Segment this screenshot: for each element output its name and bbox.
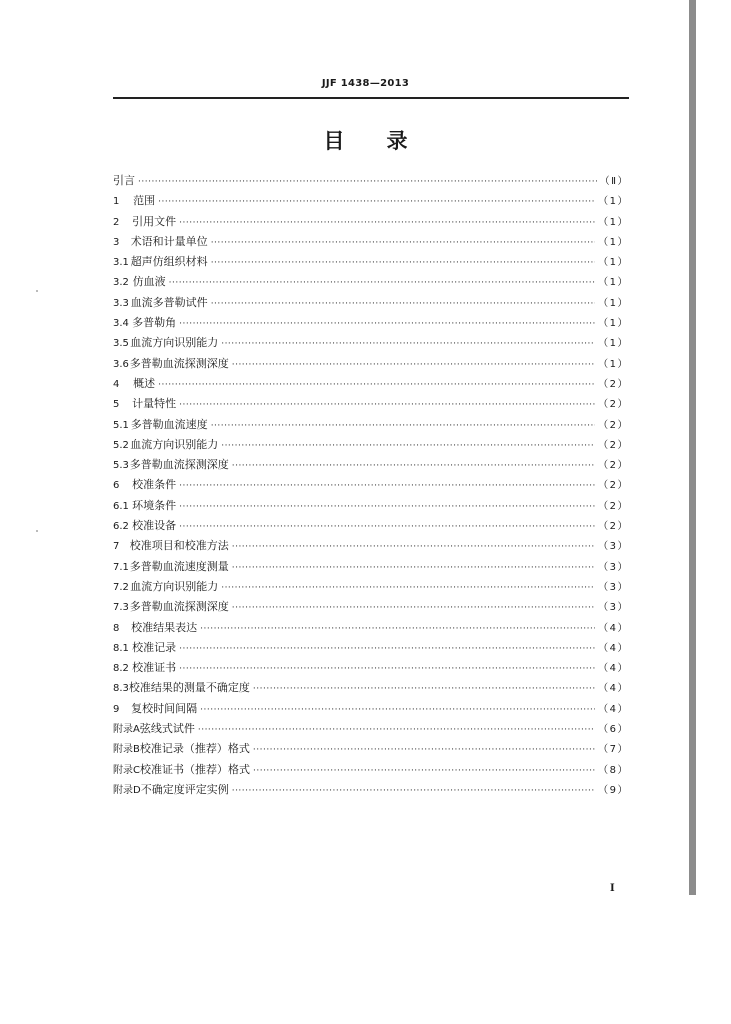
toc-entry[interactable] — [113, 638, 629, 658]
toc-entry-label: 校准结果的测量不确定度 — [128, 681, 250, 695]
toc-entry-number: 3.2 — [113, 277, 129, 289]
toc-entry-label: 多普勒血流速度 — [130, 417, 208, 431]
toc-entry-page: （4） — [598, 703, 629, 715]
toc-entry-label: 范围 — [133, 194, 156, 208]
page-title — [0, 125, 731, 155]
toc-leader-dots — [200, 619, 595, 639]
toc-leader-dots — [138, 172, 597, 192]
toc-entry-page: （6） — [598, 724, 629, 736]
toc-entry-page: （2） — [598, 399, 629, 411]
toc-entry-label: 多普勒角 — [132, 316, 177, 330]
toc-entry-label: 校准证书 — [132, 661, 177, 675]
toc-entry[interactable] — [113, 516, 629, 536]
toc-entry[interactable] — [113, 496, 629, 516]
toc-entry-number: 7.2 — [113, 581, 129, 593]
toc-leader-dots — [179, 314, 595, 334]
toc-entry-number: 7.3 — [113, 602, 129, 614]
toc-entry-number: 8.1 — [113, 642, 129, 654]
toc-entry-label: 校准项目和校准方法 — [129, 539, 229, 553]
toc-entry-label: 不确定度评定实例 — [140, 782, 229, 796]
toc-entry-number: 6.2 — [113, 521, 129, 533]
toc-entry-label: 复校时间间隔 — [131, 701, 198, 715]
toc-entry[interactable] — [113, 719, 629, 739]
toc-entry-page: （1） — [598, 318, 629, 330]
toc-leader-dots — [179, 497, 595, 517]
toc-entry-number: 附录A — [113, 724, 140, 736]
toc-entry-number: 4 — [113, 378, 120, 390]
table-of-contents — [113, 171, 629, 800]
toc-leader-dots — [179, 213, 595, 233]
toc-entry-number: 2 — [113, 216, 120, 228]
title-char-1: 目 — [323, 129, 345, 153]
toc-entry-page: （3） — [598, 561, 629, 573]
toc-entry[interactable] — [113, 760, 629, 780]
toc-entry[interactable] — [113, 212, 629, 232]
toc-entry-page: （1） — [598, 297, 629, 309]
toc-entry-page: （3） — [598, 581, 629, 593]
toc-entry-label: 引言 — [113, 174, 135, 187]
toc-entry-label: 校准结果表达 — [131, 620, 198, 634]
toc-entry-page: （2） — [598, 500, 629, 512]
toc-entry[interactable] — [113, 435, 629, 455]
toc-entry-page: （1） — [598, 196, 629, 208]
toc-entry-label: 校准条件 — [132, 478, 177, 492]
standard-code: JJF 1438—2013 — [321, 78, 410, 89]
toc-entry-page: （1） — [598, 236, 629, 248]
toc-entry-number: 3 — [113, 236, 120, 248]
toc-entry-page: （2） — [598, 521, 629, 533]
toc-entry[interactable] — [113, 415, 629, 435]
toc-leader-dots — [211, 416, 595, 436]
header-rule — [113, 97, 629, 99]
toc-entry-page: （1） — [598, 257, 629, 269]
toc-leader-dots — [232, 456, 595, 476]
toc-entry[interactable] — [113, 455, 629, 475]
toc-entry-number: 5 — [113, 399, 120, 411]
toc-entry-number: 3.5 — [113, 338, 129, 350]
scan-speck — [36, 290, 38, 292]
toc-entry[interactable] — [113, 557, 629, 577]
toc-entry-page: （2） — [598, 439, 629, 451]
toc-entry-number: 附录B — [113, 744, 140, 756]
toc-entry-label: 术语和计量单位 — [130, 234, 208, 248]
toc-entry[interactable] — [113, 272, 629, 292]
toc-entry-number: 3.3 — [113, 297, 129, 309]
toc-entry[interactable] — [113, 577, 629, 597]
toc-entry-number: 8.2 — [113, 663, 129, 675]
toc-leader-dots — [221, 436, 595, 456]
toc-entry-number: 5.3 — [113, 460, 129, 472]
toc-entry-label: 校准证书（推荐）格式 — [139, 762, 250, 776]
toc-entry[interactable] — [113, 293, 629, 313]
toc-entry[interactable] — [113, 333, 629, 353]
toc-entry-number: 7.1 — [113, 561, 129, 573]
toc-leader-dots — [221, 578, 595, 598]
toc-entry[interactable] — [113, 699, 629, 719]
toc-entry-label: 多普勒血流探测深度 — [129, 356, 229, 370]
toc-entry-number: 5.2 — [113, 439, 129, 451]
page-number: I — [610, 883, 615, 894]
toc-entry[interactable] — [113, 313, 629, 333]
toc-entry-number: 9 — [113, 703, 120, 715]
toc-entry[interactable] — [113, 232, 629, 252]
toc-entry-label: 概述 — [133, 376, 156, 390]
toc-leader-dots — [211, 294, 595, 314]
toc-entry-number: 3.1 — [113, 257, 129, 269]
toc-entry-label: 校准记录（推荐）格式 — [139, 742, 250, 756]
toc-entry-page: （4） — [598, 622, 629, 634]
toc-entry-page: （Ⅱ） — [599, 176, 629, 187]
toc-entry-page: （2） — [598, 419, 629, 431]
toc-entry-page: （2） — [598, 460, 629, 472]
toc-leader-dots — [221, 334, 595, 354]
toc-entry-label: 血流多普勒试件 — [130, 295, 208, 309]
toc-leader-dots — [179, 659, 595, 679]
toc-entry-number: 1 — [113, 196, 120, 208]
toc-entry-page: （4） — [598, 642, 629, 654]
toc-entry[interactable] — [113, 374, 629, 394]
toc-entry-label: 血流方向识别能力 — [130, 579, 219, 593]
toc-leader-dots — [211, 253, 595, 273]
toc-entry[interactable] — [113, 678, 629, 698]
toc-entry[interactable] — [113, 739, 629, 759]
toc-entry-page: （9） — [598, 784, 629, 796]
toc-entry-number: 8 — [113, 622, 120, 634]
toc-entry-label: 仿血液 — [132, 275, 166, 289]
toc-entry-page: （4） — [598, 663, 629, 675]
toc-entry-page: （4） — [598, 683, 629, 695]
toc-leader-dots — [169, 273, 596, 293]
toc-entry[interactable] — [113, 475, 629, 495]
toc-leader-dots — [198, 720, 595, 740]
toc-leader-dots — [253, 740, 595, 760]
toc-leader-dots — [211, 233, 595, 253]
toc-leader-dots — [179, 476, 595, 496]
toc-entry-number: 8.3 — [113, 683, 129, 695]
toc-entry-number: 附录D — [113, 784, 141, 796]
toc-leader-dots — [158, 192, 595, 212]
toc-entry-number: 3.4 — [113, 318, 129, 330]
toc-entry-label: 血流方向识别能力 — [130, 336, 219, 350]
toc-entry[interactable] — [113, 536, 629, 556]
toc-entry-page: （7） — [598, 744, 629, 756]
toc-leader-dots — [253, 679, 595, 699]
toc-leader-dots — [232, 537, 595, 557]
toc-entry-label: 校准设备 — [132, 519, 177, 533]
toc-entry[interactable] — [113, 354, 629, 374]
toc-entry-page: （3） — [598, 602, 629, 614]
toc-entry-label: 超声仿组织材料 — [130, 255, 208, 269]
toc-leader-dots — [179, 639, 595, 659]
toc-entry-number: 7 — [113, 541, 120, 553]
toc-entry[interactable] — [113, 252, 629, 272]
toc-entry[interactable] — [113, 618, 629, 638]
toc-leader-dots — [232, 355, 595, 375]
toc-entry-label: 多普勒血流探测深度 — [129, 600, 229, 614]
toc-leader-dots — [232, 598, 595, 618]
toc-entry-number: 3.6 — [113, 358, 129, 370]
toc-entry-label: 多普勒血流速度测量 — [129, 559, 229, 573]
toc-entry-label: 引用文件 — [132, 214, 177, 228]
toc-entry-page: （1） — [598, 216, 629, 228]
toc-entry-number: 6.1 — [113, 500, 129, 512]
toc-leader-dots — [232, 781, 595, 801]
toc-leader-dots — [232, 558, 595, 578]
toc-entry-label: 环境条件 — [132, 498, 177, 512]
toc-entry-page: （1） — [598, 358, 629, 370]
toc-entry-page: （8） — [598, 764, 629, 776]
toc-entry[interactable] — [113, 171, 629, 191]
toc-leader-dots — [179, 395, 595, 415]
toc-entry[interactable] — [113, 780, 629, 800]
toc-entry-label: 计量特性 — [132, 397, 177, 411]
title-char-2: 录 — [386, 129, 408, 153]
toc-entry-label: 弦线式试件 — [139, 722, 195, 736]
toc-entry-page: （2） — [598, 378, 629, 390]
toc-entry[interactable] — [113, 658, 629, 678]
scan-speck — [36, 530, 38, 532]
toc-entry-number: 5.1 — [113, 419, 129, 431]
toc-entry-page: （1） — [598, 338, 629, 350]
toc-entry-page: （2） — [598, 480, 629, 492]
toc-entry-number: 6 — [113, 480, 120, 492]
toc-leader-dots — [200, 700, 595, 720]
toc-leader-dots — [179, 517, 595, 537]
toc-entry-label: 校准记录 — [132, 640, 177, 654]
toc-entry-label: 血流方向识别能力 — [130, 437, 219, 451]
toc-entry[interactable] — [113, 394, 629, 414]
toc-entry[interactable] — [113, 597, 629, 617]
toc-entry-label: 多普勒血流探测深度 — [129, 458, 229, 472]
toc-leader-dots — [253, 761, 595, 781]
toc-entry[interactable] — [113, 191, 629, 211]
toc-entry-page: （1） — [598, 277, 629, 289]
toc-leader-dots — [158, 375, 595, 395]
toc-entry-page: （3） — [598, 541, 629, 553]
toc-entry-number: 附录C — [113, 764, 140, 776]
